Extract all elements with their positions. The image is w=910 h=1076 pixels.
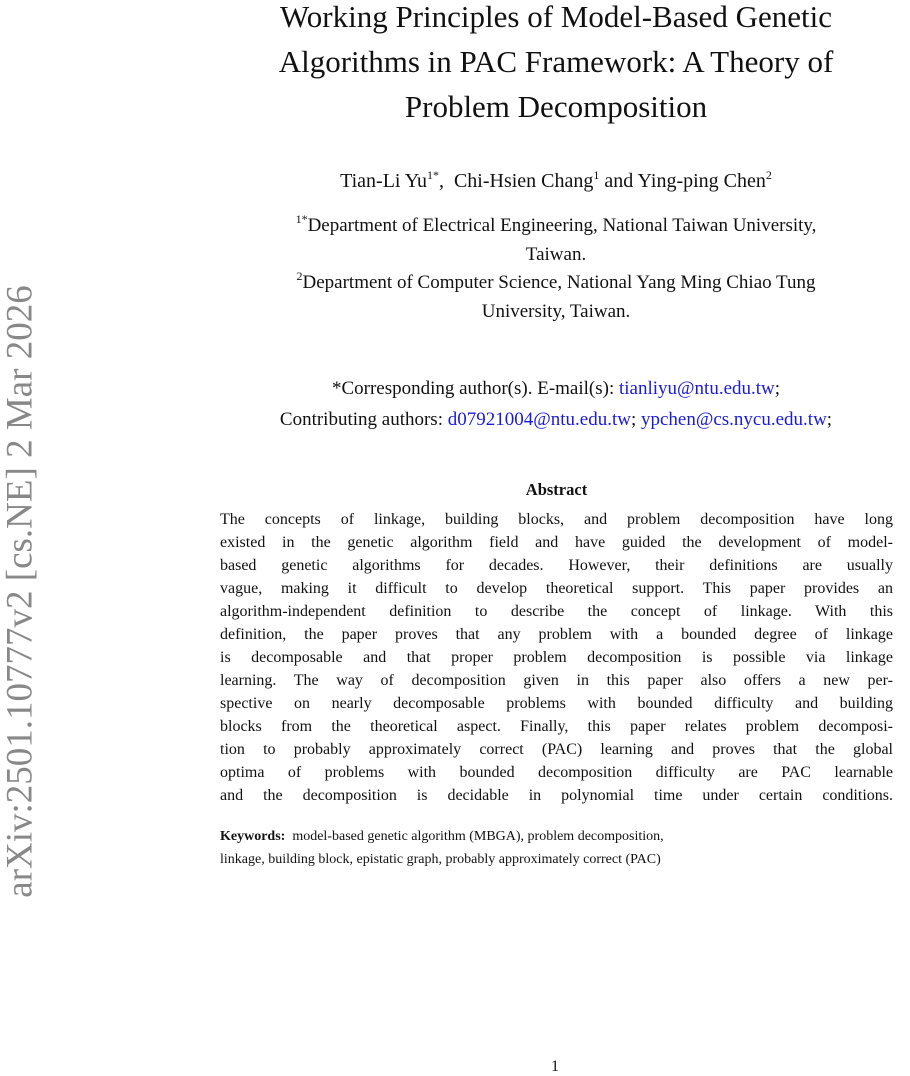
title-line: Working Principles of Model-Based Genetic [280,0,832,34]
abstract-heading: Abstract [525,480,588,499]
keywords-label: Keywords: [220,829,286,844]
keywords-text: model-based genetic algorithm (MBGA), problem decomposition, [292,829,664,844]
affiliations [200,212,910,326]
author-name: Tian-Li Yu [340,170,427,192]
affiliation-text: Taiwan. [525,243,587,265]
abstract-line: and the decomposition is decidable in polynomial time under certain conditions. [220,787,893,804]
abstract-line: learning. The way of decomposition given in this paper also offers a new per- [220,672,893,689]
author-affiliation-mark: 1* [426,168,439,182]
author-separator: , [438,170,454,192]
affiliation [200,212,910,241]
abstract-body [220,508,893,807]
abstract-line: spective on nearly decomposable problems with bounded difficulty and building [220,695,893,712]
affiliation-mark: 2 [296,269,303,283]
abstract-line: definition, the paper proves that any problem with a bounded degree of linkage [220,626,893,643]
abstract-line: is decomposable and that proper problem decomposition is possible via linkage [220,649,893,666]
title-line: Problem Decomposition [404,89,708,124]
email-link[interactable]: ypchen@cs.nycu.edu.tw [640,409,827,430]
affiliation [200,269,910,298]
author-name: Ying-ping Chen [637,170,766,192]
author-name: Chi-Hsien Chang [453,170,594,192]
author-list [200,170,910,193]
contributing-label: Contributing authors: [279,409,448,430]
affiliation-mark: 1* [295,212,308,226]
arxiv-identifier: arXiv:2501.10777v2 [cs.NE] 2 Mar 2026 [0,285,41,898]
abstract-line: optima of problems with bounded decomposition difficulty are PAC learnable [220,764,893,781]
correspondence: *Corresponding author(s). E-mail(s): tianliyu@ntu.edu.tw; Contributing authors: d07921004@ntu.edu.tw; ypchen@cs.nycu.edu.tw; [279,378,833,430]
page-number: 1 [551,1058,559,1075]
author-affiliation-mark: 1 [593,168,600,182]
abstract-line: algorithm-independent definition to describe the concept of linkage. With this [220,603,893,620]
keywords [220,825,664,871]
affiliation-text: University, Taiwan. [481,300,631,322]
abstract-line: tion to probably approximately correct (PAC) learning and proves that the global [220,741,893,758]
abstract-line: blocks from the theoretical aspect. Finally, this paper relates problem decomposi- [220,718,893,735]
paper-title [200,0,910,129]
affiliation-text: Department of Computer Science, National Yang Ming Chiao Tung [302,272,816,293]
abstract-line: based genetic algorithms for decades. However, their definitions are usually [220,557,893,574]
email-link[interactable]: tianliyu@ntu.edu.tw [619,378,775,399]
abstract-line: The concepts of linkage, building blocks, and problem decomposition have long [220,511,893,528]
title-line: Algorithms in PAC Framework: A Theory of [278,44,834,79]
author-affiliation-mark: 2 [765,168,772,182]
email-link[interactable]: d07921004@ntu.edu.tw [447,409,631,430]
abstract-line: vague, making it difficult to develop theoretical support. This paper provides an [220,580,893,597]
author-separator: and [599,170,638,192]
corresponding-label: *Corresponding author(s). E-mail(s): [331,378,619,399]
keywords-text: linkage, building block, epistatic graph, probably approximately correct (PAC) [220,852,661,867]
abstract-line: existed in the genetic algorithm field and have guided the development of model- [220,534,893,551]
affiliation-text: Department of Electrical Engineering, National Taiwan University, [307,215,817,236]
